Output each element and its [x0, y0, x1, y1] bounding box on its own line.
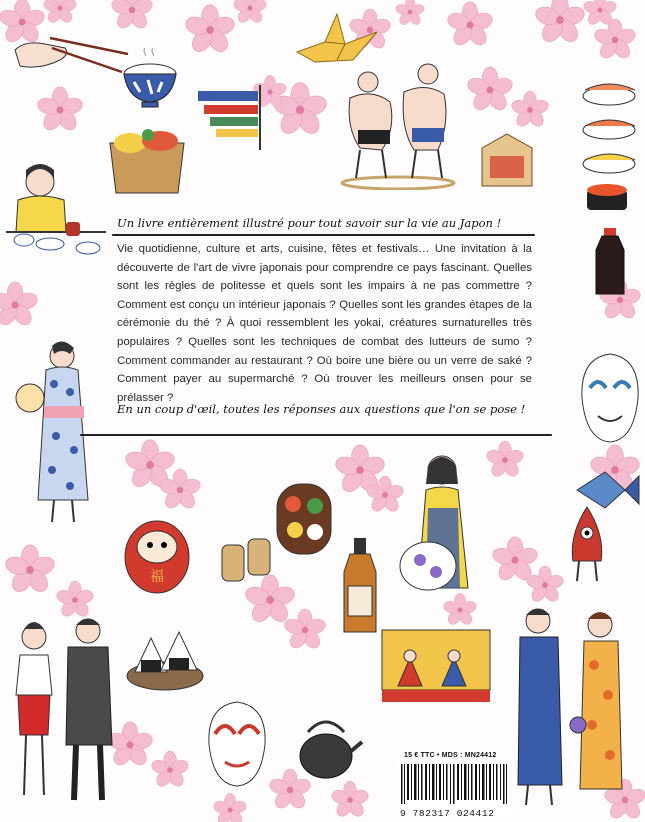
isbn: 9 782317 024412	[400, 808, 495, 819]
soy-sauce-bottle-icon	[590, 228, 630, 296]
iron-teapot-icon	[292, 712, 364, 782]
top-divider	[112, 234, 535, 236]
price-line: 15 € TTC • MDS : MN24412	[404, 752, 497, 759]
svg-text:福: 福	[150, 569, 164, 585]
description: Vie quotidienne, culture et arts, cuisine, fêtes et festivals… Une invitation à la découverte de l'art de vivre japonais pour comprendre ce pays fascinant. Quelles sont les règles de politesse et quels sont les impairs à ne pas commettre ? Comment est conçu un intérieur japonais ? Quelles sont les grandes étapes de la cérémonie du thé ? À quoi ressemblent les yokai, créatures surnaturelles très populaires ? Quelles sont les techniques de combat des lutteurs de sumo ? Comment commander au restaurant ? Où boire une bière ou un verre de saké ? Comment payer au supermarché ? Où trouver les meilleurs onsen pour se prélasser ?	[117, 243, 532, 404]
woman-furoshiki-icon	[398, 448, 483, 598]
tagline-bottom: En un coup d'œil, toutes les réponses aux questions que l'on se pose !	[117, 402, 526, 416]
sumo-wrestlers-icon	[338, 58, 456, 190]
whisky-bottle-icon	[340, 538, 380, 633]
bento-round-icon	[275, 482, 333, 557]
daruma-icon	[122, 515, 192, 595]
yokai-creature-icon	[565, 505, 610, 585]
bowing-woman-icon	[6, 160, 106, 270]
bottom-divider	[80, 434, 552, 436]
sushi-set-icon	[577, 78, 641, 226]
hina-dolls-icon	[380, 628, 492, 706]
couple-kimono-icon	[510, 605, 642, 815]
tagline-top: Un livre entièrement illustré pour tout savoir sur la vie au Japon !	[117, 216, 502, 230]
kabuki-face-icon	[205, 700, 270, 788]
bento-box-icon	[108, 125, 186, 195]
chopsticks-hand-icon	[10, 20, 130, 80]
rice-bowl-icon	[118, 48, 183, 110]
bowing-couple-icon	[8, 615, 120, 810]
koinobori-pole-icon	[190, 85, 270, 150]
barcode-icon	[397, 762, 515, 806]
geta-sandals-icon	[218, 535, 276, 585]
onigiri-icon	[125, 618, 205, 693]
kabuki-mask-icon	[578, 352, 642, 444]
ema-plaque-icon	[478, 130, 536, 190]
